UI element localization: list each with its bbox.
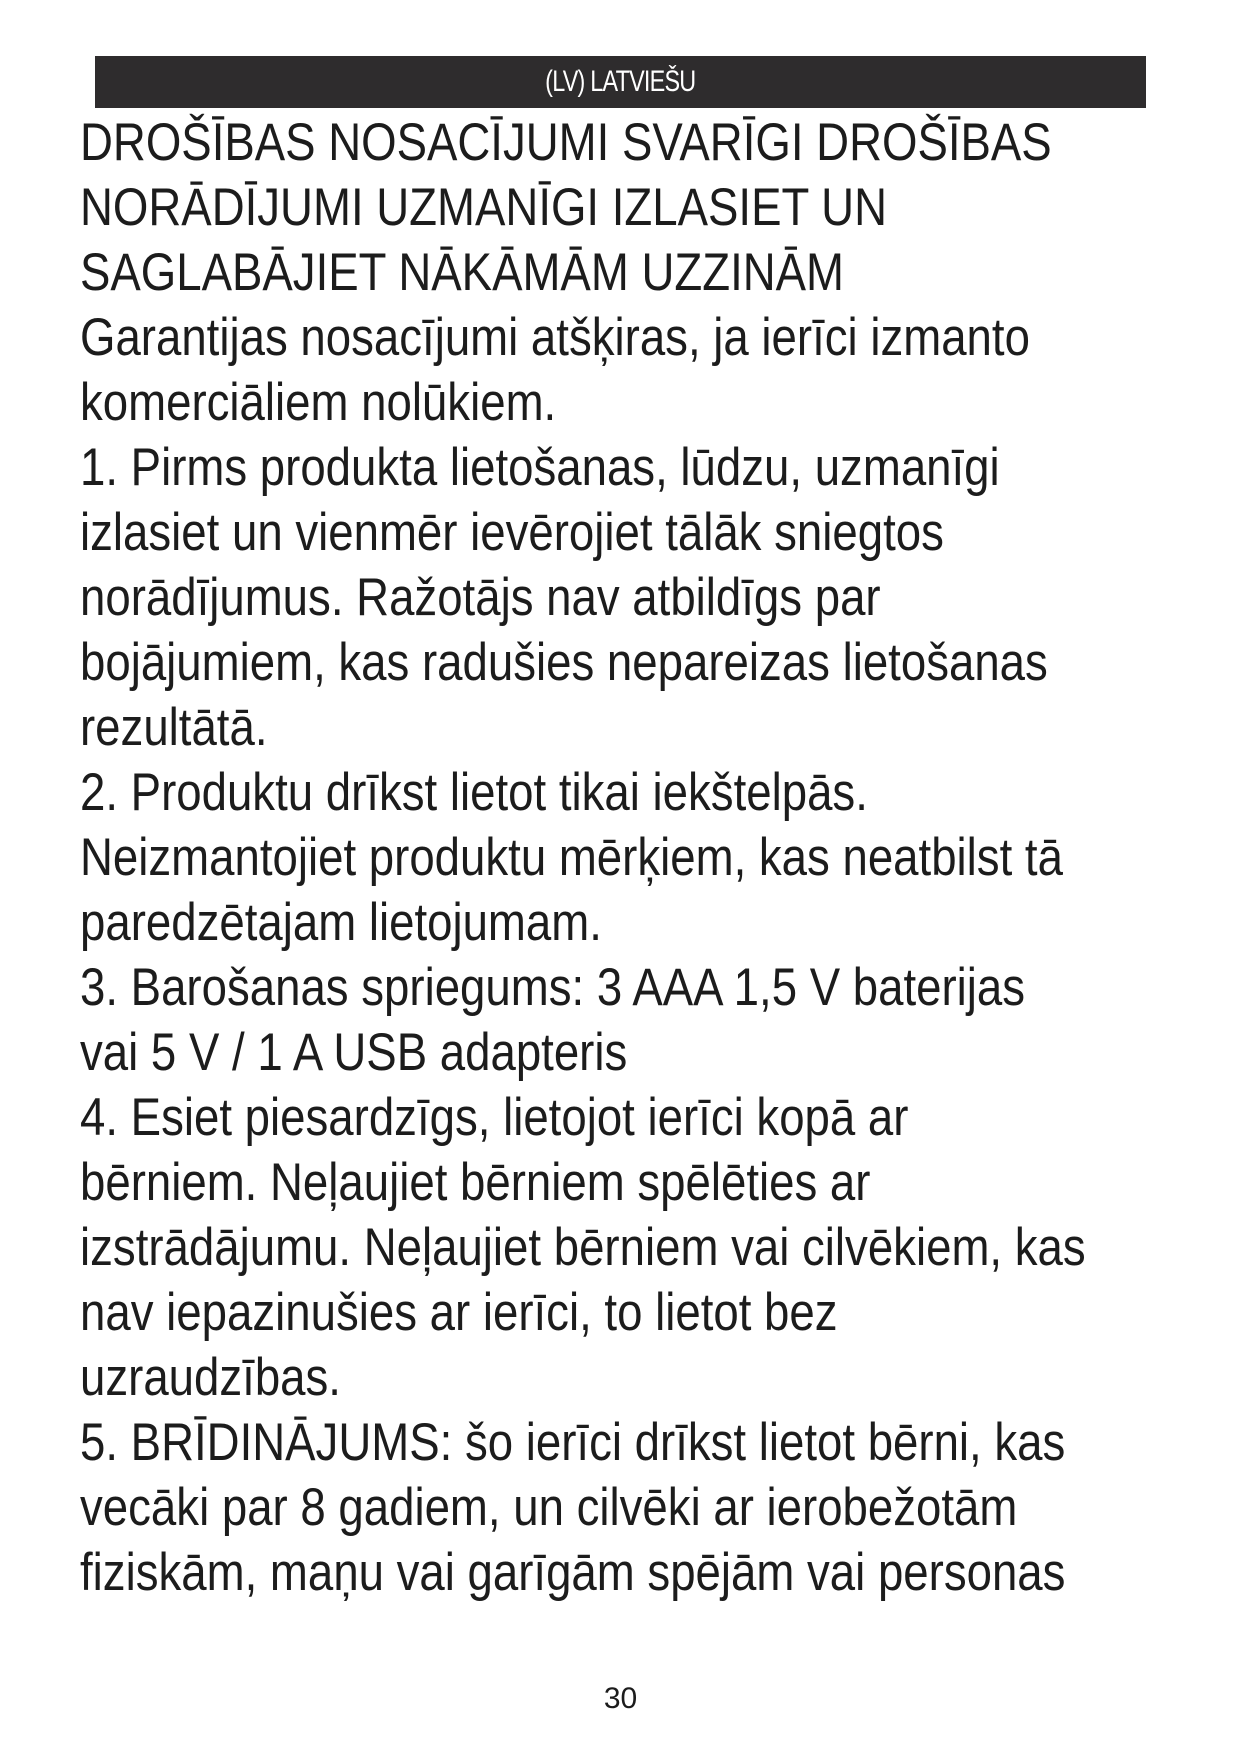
item-2-line-3: paredzētajam lietojumam.: [80, 893, 602, 952]
title-line-2: NORĀDĪJUMI UZMANĪGI IZLASIET UN: [80, 178, 888, 237]
item-3-line-2: vai 5 V / 1 A USB adapteris: [80, 1023, 628, 1082]
item-4-line-5: uzraudzības.: [80, 1348, 341, 1407]
language-header: [95, 56, 1146, 108]
item-4-line-4: nav iepazinušies ar ierīci, to lietot bez: [80, 1283, 838, 1342]
item-4-line-2: bērniem. Neļaujiet bērniem spēlēties ar: [80, 1153, 871, 1212]
item-1-line-3: norādījumus. Ražotājs nav atbildīgs par: [80, 568, 881, 627]
item-2-line-2: Neizmantojiet produktu mērķiem, kas neatbilst tā: [80, 828, 1063, 887]
item-4-line-3: izstrādājumu. Neļaujiet bērniem vai cilvēkiem, kas: [80, 1218, 1086, 1277]
item-1-line-5: rezultātā.: [80, 698, 268, 757]
item-1-line-1: 1. Pirms produkta lietošanas, lūdzu, uzmanīgi: [80, 438, 1000, 497]
item-5-line-2: vecāki par 8 gadiem, un cilvēki ar ierobežotām: [80, 1478, 1018, 1537]
title-line-3: SAGLABĀJIET NĀKĀMĀM UZZINĀM: [80, 243, 845, 302]
title-line-1: DROŠĪBAS NOSACĪJUMI SVARĪGI DROŠĪBAS: [80, 113, 1052, 172]
document-body: [80, 110, 1189, 1605]
item-4-line-1: 4. Esiet piesardzīgs, lietojot ierīci kopā ar: [80, 1088, 909, 1147]
item-1-line-4: bojājumiem, kas radušies nepareizas lietošanas: [80, 633, 1048, 692]
item-3-line-1: 3. Barošanas spriegums: 3 AAA 1,5 V baterijas: [80, 958, 1026, 1017]
page-number: 30: [603, 1682, 638, 1715]
item-2-line-1: 2. Produktu drīkst lietot tikai iekštelpās.: [80, 763, 868, 822]
warranty-line-2: komerciāliem nolūkiem.: [80, 373, 557, 432]
item-1-line-2: izlasiet un vienmēr ievērojiet tālāk sniegtos: [80, 503, 944, 562]
warranty-line-1: Garantijas nosacījumi atšķiras, ja ierīci izmanto: [80, 308, 1030, 367]
item-5-line-1: 5. BRĪDINĀJUMS: šo ierīci drīkst lietot bērni, kas: [80, 1413, 1066, 1472]
language-header-label: (LV) LATVIEŠU: [545, 65, 696, 98]
item-5-line-3: fiziskām, maņu vai garīgām spējām vai personas: [80, 1543, 1066, 1602]
